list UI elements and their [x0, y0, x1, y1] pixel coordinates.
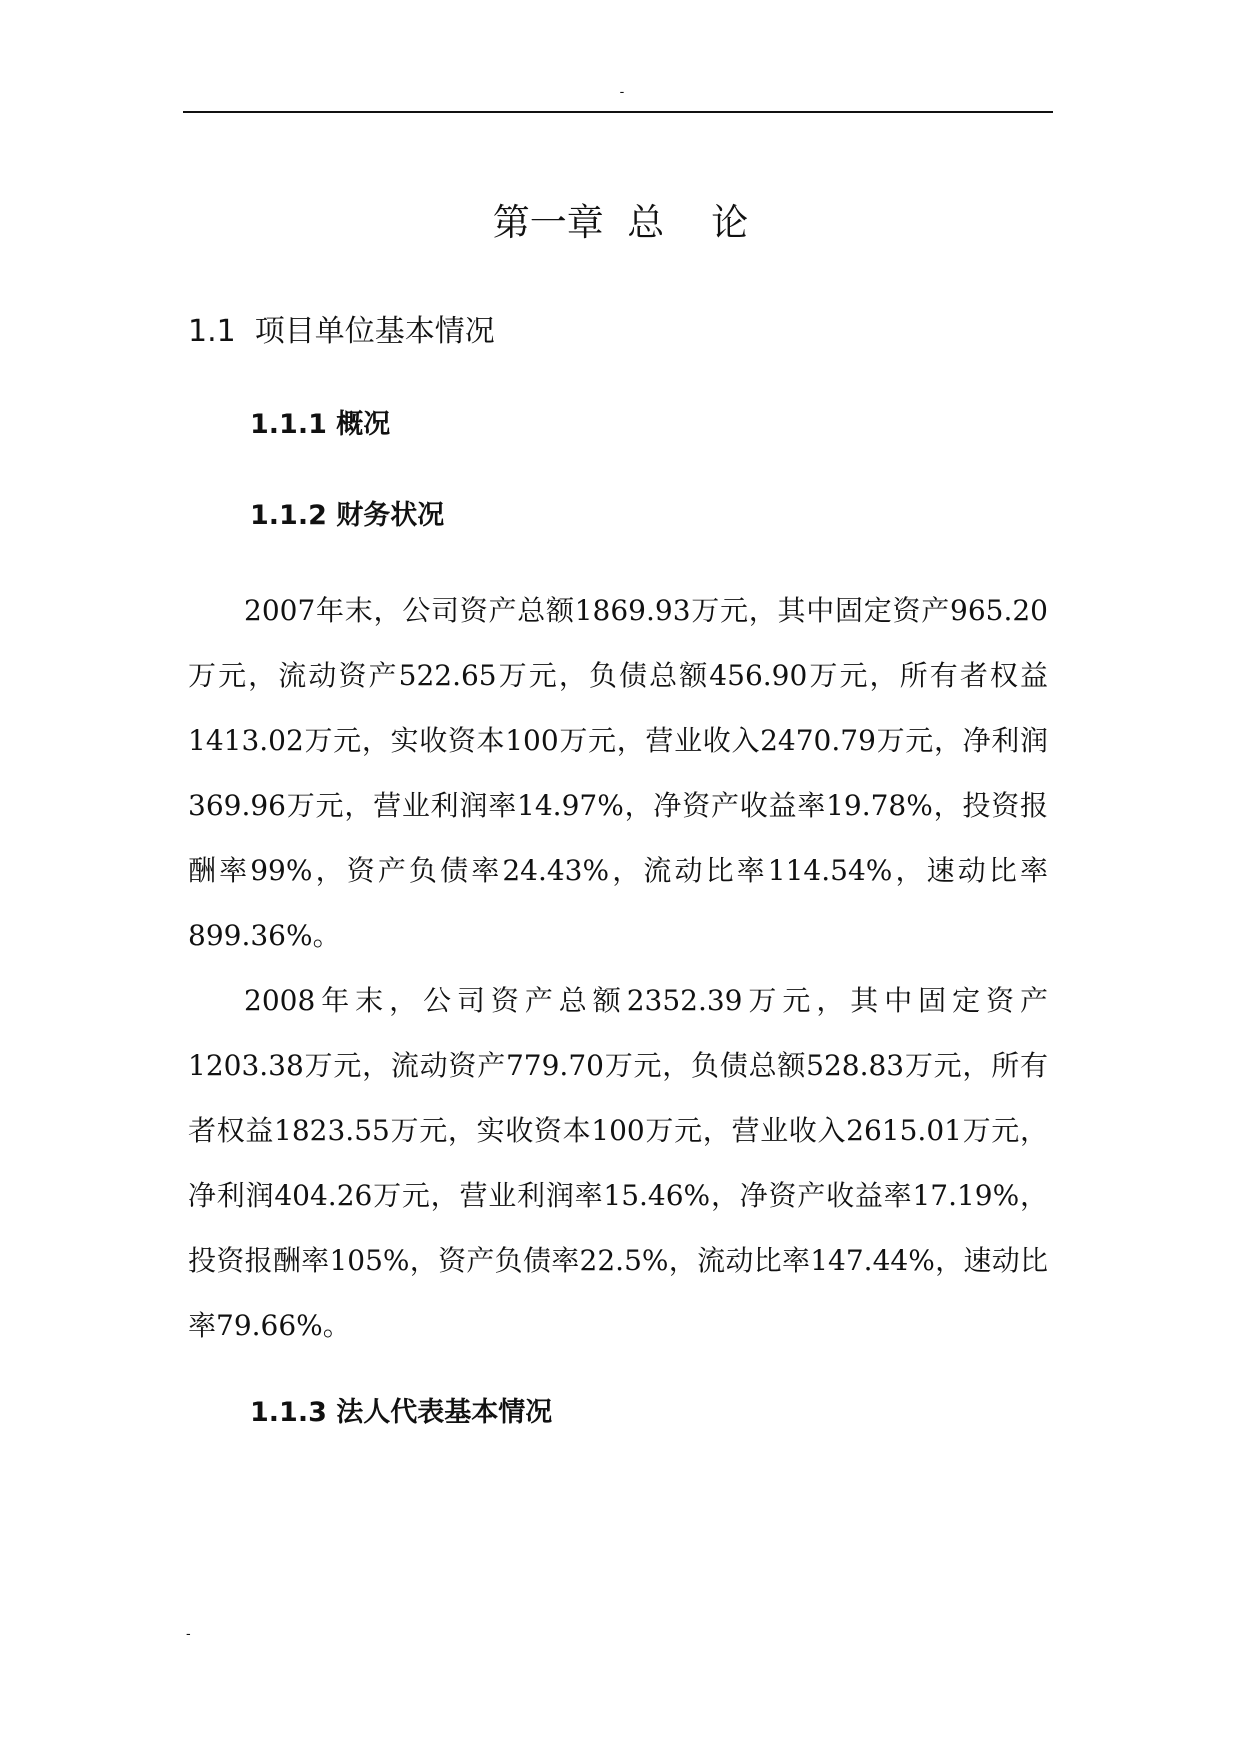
chapter-title: 第一章 总 论 — [492, 201, 749, 244]
subsection-heading-finance: 1.1.2 财务状况 — [250, 500, 445, 531]
footer-mark: - — [186, 1625, 191, 1641]
subsection-heading-legal-rep: 1.1.3 法人代表基本情况 — [250, 1397, 553, 1428]
paragraph-finance-2007: 2007年末，公司资产总额1869.93万元，其中固定资产965.20万元，流动资产522.65万元，负债总额456.90万元，所有者权益1413.02万元，实收资本100万元，营业收入2470.79万元，净利润369.96万元，营业利润率14.97%，净资产收益率19.78%，投资报酬率99%，资产负债率24.43%，流动比率114.54%，速动比率899.36%。 — [188, 594, 1048, 952]
paragraph-finance-2008: 2008年末，公司资产总额2352.39万元，其中固定资产1203.38万元，流动资产779.70万元，负债总额528.83万元，所有者权益1823.55万元，实收资本100万元，营业收入2615.01万元，净利润404.26万元，营业利润率15.46%，净资产收益率17.19%，投资报酬率105%，资产负债率22.5%，流动比率147.44%，速动比率79.66%。 — [188, 984, 1048, 1342]
subsection-heading-overview: 1.1.1 概况 — [250, 409, 391, 440]
header-mark: - — [619, 83, 625, 99]
section-heading: 1.1 项目单位基本情况 — [188, 314, 495, 349]
header-rule — [183, 111, 1053, 113]
